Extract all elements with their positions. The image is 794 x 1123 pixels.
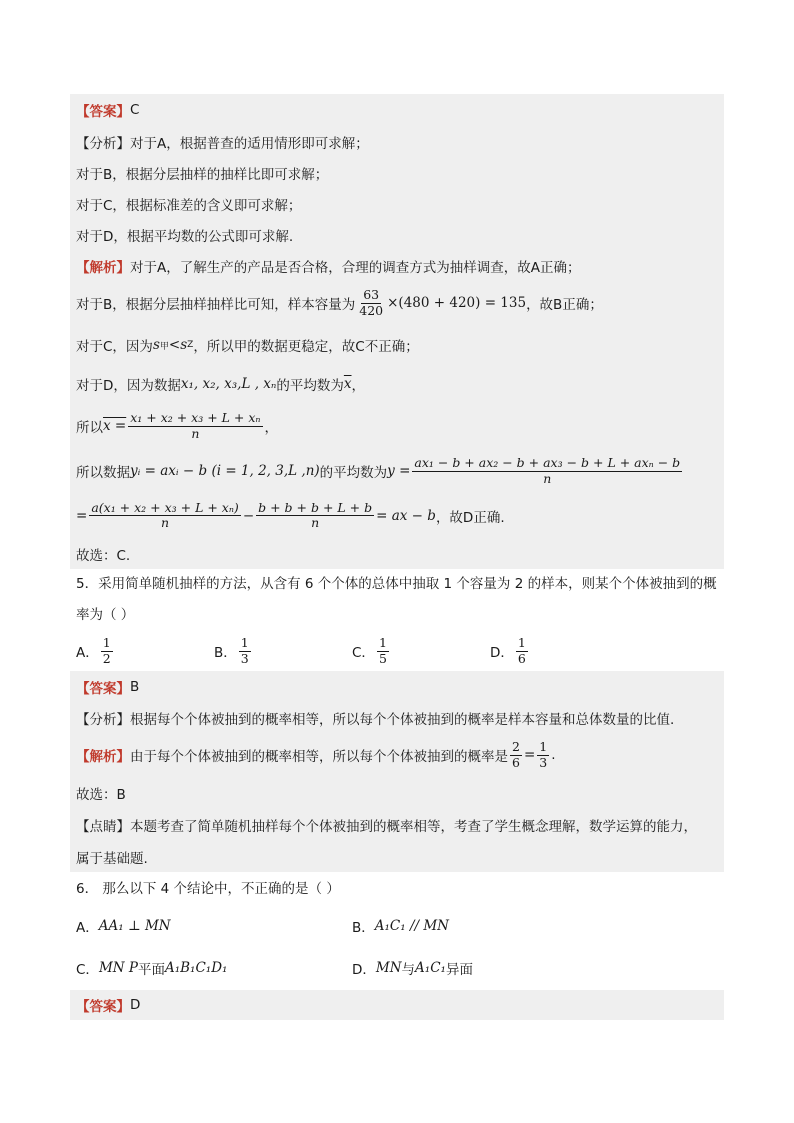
answer-value: D [130, 997, 141, 1013]
solution-fraction-1 [510, 740, 522, 770]
solution-text: ， [264, 420, 278, 436]
q5-choose-line [70, 777, 724, 808]
solution-text: 所以 [76, 420, 103, 436]
analysis-text: 对于A，根据普查的适用情形即可求解； [130, 135, 369, 152]
less-than: < [168, 337, 181, 353]
q5-option-b [214, 636, 352, 666]
fraction-denominator: 6 [517, 650, 526, 666]
q5-solution-line [70, 733, 724, 777]
q4-choose-line [70, 538, 724, 569]
q4-solution-line-a [70, 250, 724, 281]
option-math: AA₁ ⊥ MN [98, 918, 171, 934]
q5-comment-line-2 [70, 841, 724, 872]
std-symbol: s [152, 337, 160, 353]
q5-option-d [490, 636, 530, 666]
comment-text: 属于基础题. [76, 850, 148, 867]
solution-text: 由于每个个体被抽到的概率相等，所以每个个体被抽到的概率是 [130, 749, 508, 765]
option-label: D． [490, 645, 514, 661]
derivation-fraction-1 [89, 501, 241, 531]
q4-solution-line-d [70, 365, 724, 403]
solution-text: 对于A，了解生产的产品是否合格，合理的调查方式为抽样调查，故A正确； [130, 259, 581, 276]
solution-fraction-2 [537, 740, 549, 770]
fraction-numerator: x₁ + x₂ + x₃ + L + xₙ [130, 410, 261, 426]
fraction-numerator: ax₁ − b + ax₂ − b + ax₃ − b + L + axₙ − b [414, 455, 681, 471]
answer-value: C [130, 102, 140, 118]
solution-text: 对于D，因为数据 [76, 378, 181, 394]
mean-symbol: $\overline{x}$ [343, 376, 352, 392]
q4-answer-line [70, 94, 724, 126]
q6-option-b [352, 916, 449, 936]
q5-analysis-line [70, 702, 724, 733]
analysis-text: 对于B，根据分层抽样的抽样比即可求解； [76, 166, 329, 183]
solution-text: ，故B正确； [526, 297, 603, 313]
q4-solution-line-c [70, 325, 724, 365]
solution-text: 所以数据 [76, 465, 130, 481]
answer-tag: 【答案】 [76, 104, 130, 120]
sample-ratio-fraction [357, 288, 385, 318]
answer-tag: 【答案】 [76, 680, 130, 697]
option-fraction [101, 636, 113, 666]
solution-text: 的平均数为 [319, 465, 388, 481]
fraction-denominator: n [543, 470, 552, 486]
q6-answer-line [70, 990, 724, 1020]
analysis-tag: 【分析】 [76, 711, 130, 728]
choose-text: 故选：C. [76, 547, 131, 564]
q5-answer-line [70, 671, 724, 702]
option-label: C． [76, 962, 99, 978]
solution-text: . [551, 747, 556, 763]
q4-analysis-line-2 [70, 157, 724, 188]
q6-option-a [76, 916, 352, 936]
solution-tag: 【解析】 [76, 749, 130, 765]
equals-sign: = [523, 747, 536, 763]
std-symbol: s [180, 337, 188, 353]
solution-text: 对于B，根据分层抽样抽样比可知，样本容量为 [76, 297, 356, 313]
fraction-numerator: 2 [512, 739, 520, 755]
option-label: C． [352, 645, 375, 661]
option-text: 异面 [445, 962, 473, 978]
fraction-numerator: 63 [363, 287, 380, 303]
option-math: A₁C₁ [415, 960, 446, 976]
fraction-numerator: 1 [517, 635, 526, 651]
comment-text: 本题考查了简单随机抽样每个个体被抽到的概率相等，考查了学生概念理解，数学运算的能力， [130, 818, 697, 835]
analysis-text: 对于C，根据标准差的含义即可求解； [76, 197, 302, 214]
q6-answer-block [70, 990, 724, 1020]
comment-tag: 【点睛】 [76, 818, 130, 835]
equals-sign: = [76, 507, 88, 524]
analysis-tag: 【分析】 [76, 135, 130, 152]
fraction-denominator: n [311, 515, 320, 530]
option-label: B． [214, 645, 237, 661]
q6-options-row-2 [70, 946, 724, 990]
option-math: A₁B₁C₁D₁ [164, 960, 228, 976]
option-math: MN P [98, 960, 138, 976]
fraction-denominator: n [191, 425, 200, 441]
option-fraction [239, 636, 251, 666]
data-list: x₁, x₂, x₃,L , xₙ [180, 376, 277, 392]
option-math: MN [375, 960, 402, 976]
y-mean-fraction [412, 456, 682, 486]
q5-options [70, 631, 724, 671]
std-subscript: Z [187, 340, 194, 350]
option-math: A₁C₁ // MN [374, 918, 449, 934]
q4-analysis-line-3 [70, 188, 724, 219]
solution-text: ，所以甲的数据更稳定，故C不正确； [193, 339, 419, 355]
option-fraction [377, 636, 389, 666]
q5-text-line-2: 率为（ ） [76, 607, 135, 623]
choose-text: 故选：B [76, 786, 126, 803]
fraction-denominator: n [161, 515, 170, 530]
option-label: A． [76, 645, 99, 661]
fraction-denominator: 5 [378, 650, 387, 666]
answer-tag: 【答案】 [76, 999, 130, 1015]
minus-sign: − [242, 507, 255, 524]
fraction-numerator: 1 [378, 635, 387, 651]
q4-final-derivation-line [70, 493, 724, 538]
fraction-denominator: 2 [102, 650, 111, 666]
option-label: B． [352, 920, 375, 936]
q4-solution-line-b [70, 281, 724, 325]
option-label: A． [76, 920, 99, 936]
analysis-text: 对于D，根据平均数的公式即可求解. [76, 228, 294, 245]
q4-analysis-line-1 [70, 126, 724, 157]
solution-text: ，故D正确. [435, 509, 505, 526]
q4-answer-block [70, 94, 724, 569]
sample-expression: ×(480 + 420) = 135 [387, 295, 527, 311]
y-definition: yᵢ = axᵢ − b (i = 1, 2, 3,L ,n) [130, 463, 320, 479]
y-mean-lhs: y = [387, 463, 411, 479]
fraction-numerator: 1 [102, 635, 111, 651]
solution-text: ， [351, 378, 365, 394]
fraction-denominator: 420 [359, 302, 384, 318]
solution-text: 对于C，因为 [76, 339, 153, 355]
derivation-fraction-2 [256, 501, 374, 531]
option-fraction [516, 636, 528, 666]
q5-text-line-1: 5．采用简单随机抽样的方法，从含有 6 个个体的总体中抽取 1 个容量为 2 的样本，则某个个体被抽到的概 [76, 576, 717, 592]
analysis-text: 根据每个个体被抽到的概率相等，所以每个个体被抽到的概率是样本容量和总体数量的比值. [130, 711, 675, 728]
q5-option-c [352, 636, 490, 666]
q6-option-d [352, 958, 473, 978]
document-page [70, 94, 724, 1020]
solution-tag: 【解析】 [76, 259, 130, 276]
std-subscript: 甲 [159, 341, 169, 352]
q4-mean-formula-line [70, 403, 724, 449]
fraction-denominator: 3 [240, 650, 249, 666]
mean-lhs: x = [103, 418, 127, 434]
derivation-result: = ax − b [376, 507, 436, 524]
q5-answer-block [70, 671, 724, 872]
q5-stem [70, 569, 724, 631]
answer-value: B [130, 678, 140, 695]
fraction-numerator: 1 [539, 739, 548, 755]
option-text: 与 [401, 962, 416, 978]
fraction-numerator: a(x₁ + x₂ + x₃ + L + xₙ) [91, 499, 239, 515]
q5-option-a [76, 636, 214, 666]
q5-comment-line-1 [70, 808, 724, 841]
q4-y-mean-line [70, 449, 724, 493]
q6-option-c [76, 958, 352, 978]
q6-options-row-1 [70, 906, 724, 946]
fraction-denominator: 3 [539, 754, 548, 770]
fraction-numerator: b + b + b + L + b [258, 499, 373, 515]
q6-stem: 6． 那么以下 4 个结论中，不正确的是（ ） [76, 881, 340, 897]
solution-text: 的平均数为 [276, 378, 344, 394]
fraction-numerator: 1 [240, 635, 249, 651]
q4-analysis-line-4 [70, 219, 724, 250]
option-label: D． [352, 962, 376, 978]
option-text: 平面 [137, 962, 165, 978]
fraction-denominator: 6 [512, 754, 520, 770]
mean-fraction [128, 411, 262, 441]
